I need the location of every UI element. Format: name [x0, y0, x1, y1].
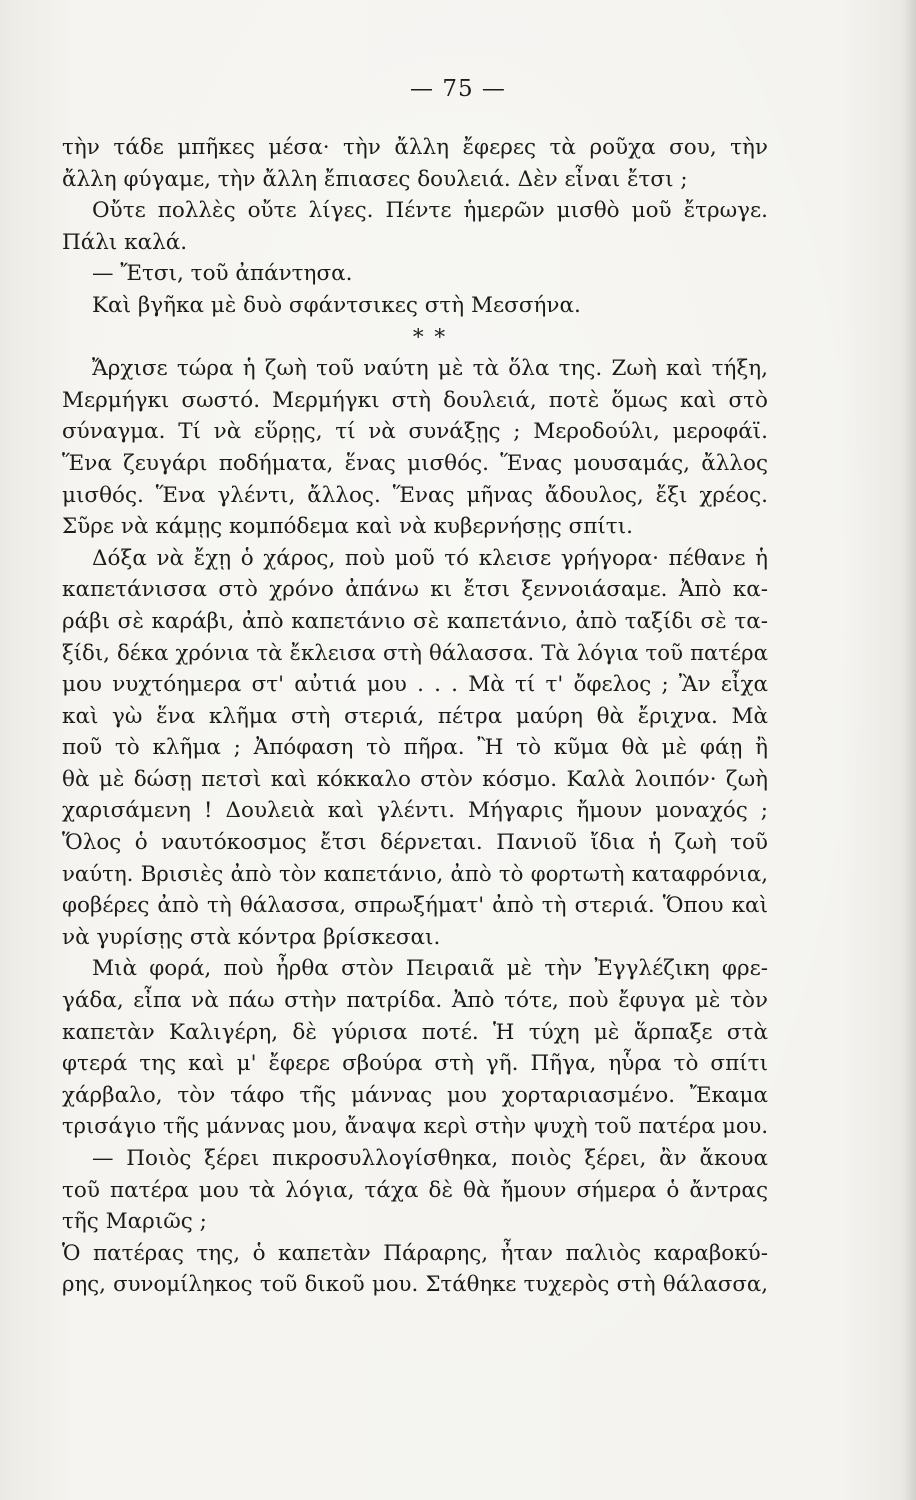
text-line: Σῦρε νὰ κάμῃς κομπόδεμα καὶ νὰ κυβερνήσῃς σπίτι.: [62, 514, 633, 540]
text-line: Ὁ πατέρας της, ὁ καπετὰν Πάραρης, ἦταν παλιὸς καραβοκύ-: [62, 1240, 768, 1266]
text-line: Οὔτε πολλὲς οὔτε λίγες. Πέντε ἡμερῶν μισθὸ μοῦ ἔτρωγε.: [92, 198, 768, 224]
text-line: ἄλλη φύγαμε, τὴν ἄλλη ἔπιασες δουλειά. Δὲν εἶναι ἔτσι ;: [62, 166, 688, 192]
text-line: καὶ γὼ ἕνα κλῆμα στὴ στεριά, πέτρα μαύρη θὰ ἔριχνα. Μὰ: [62, 703, 768, 729]
text-line: Μερμήγκι σωστό. Μερμήγκι στὴ δουλειά, ποτὲ ὅμως καὶ στὸ: [62, 387, 768, 413]
text-line: μισθός. Ἕνα γλέντι, ἄλλος. Ἕνας μῆνας ἄδουλος, ἔξι χρέος.: [62, 482, 768, 508]
text-line: θὰ μὲ δώσῃ πετσὶ καὶ κόκκαλο στὸν κόσμο. Καλὰ λοιπόν· ζωὴ: [62, 766, 768, 792]
text-line: τῆς Μαριῶς ;: [62, 1209, 207, 1235]
text-line: γάδα, εἶπα νὰ πάω στὴν πατρίδα. Ἀπὸ τότε, ποὺ ἔφυγα μὲ τὸν: [62, 988, 768, 1014]
text-line: φτερά της καὶ μ' ἔφερε σβούρα στὴ γῆ. Πῆγα, ηὗρα τὸ σπίτι: [62, 1051, 768, 1077]
text-line: χαρισάμενη ! Δουλειὰ καὶ γλέντι. Μήγαρις ἤμουν μοναχός ;: [62, 798, 768, 824]
page-edge-shadow: [902, 0, 916, 1500]
page-number: — 75 —: [410, 76, 506, 102]
text-line: τρισάγιο τῆς μάννας μου, ἄναψα κερὶ στὴν ψυχὴ τοῦ πατέρα μου.: [62, 1114, 768, 1139]
text-line: καπετάνισσα στὸ χρόνο ἀπάνω κι ἔτσι ξεννοιάσαμε. Ἀπὸ κα-: [62, 577, 768, 603]
text-line: — Ἔτσι, τοῦ ἀπάντησα.: [92, 261, 353, 287]
text-line: φοβέρες ἀπὸ τὴ θάλασσα, σπρωξήματ' ἀπὸ τὴ στεριά. Ὅπου καὶ: [62, 893, 768, 919]
text-line: ναύτη. Βρισιὲς ἀπὸ τὸν καπετάνιο, ἀπὸ τὸ φορτωτὴ καταφρόνια,: [62, 861, 768, 887]
text-line: χάρβαλο, τὸν τάφο τῆς μάννας μου χορταριασμένο. Ἔκαμα: [62, 1082, 768, 1108]
text-line: Ὅλος ὁ ναυτόκοσμος ἔτσι δέρνεται. Πανιοῦ ἴδια ἡ ζωὴ τοῦ: [62, 830, 768, 856]
text-line: τὴν τάδε μπῆκες μέσα· τὴν ἄλλη ἔφερες τὰ ροῦχα σου, τὴν: [62, 135, 768, 160]
text-line: ποῦ τὸ κλῆμα ; Ἀπόφαση τὸ πῆρα. Ἢ τὸ κῦμα θὰ μὲ φάῃ ἢ: [62, 735, 768, 761]
text-line: * *: [412, 324, 448, 350]
text-line: ράβι σὲ καράβι, ἀπὸ καπετάνιο σὲ καπετάνιο, ἀπὸ ταξίδι σὲ τα-: [62, 608, 768, 634]
text-line: Ἕνα ζευγάρι ποδήματα, ἕνας μισθός. Ἕνας μουσαμάς, ἄλλος: [62, 450, 768, 476]
text-line: ρης, συνομίληκος τοῦ δικοῦ μου. Στάθηκε τυχερὸς στὴ θάλασσα,: [62, 1272, 768, 1298]
body-text: [62, 132, 768, 1301]
text-line: Ἄρχισε τώρα ἡ ζωὴ τοῦ ναύτη μὲ τὰ ὅλα της. Ζωὴ καὶ τήξη,: [92, 356, 768, 382]
text-line: Καὶ βγῆκα μὲ δυὸ σφάντσικες στὴ Μεσσήνα.: [92, 292, 581, 318]
text-line: Μιὰ φορά, ποὺ ἦρθα στὸν Πειραιᾶ μὲ τὴν Ἐγγλέζικη φρε-: [92, 956, 768, 982]
text-line: σύναγμα. Τί νὰ εὕρῃς, τί νὰ συνάξῃς ; Μεροδούλι, μεροφάϊ.: [62, 419, 768, 445]
text-line: ξίδι, δέκα χρόνια τὰ ἔκλεισα στὴ θάλασσα. Τὰ λόγια τοῦ πατέρα: [62, 640, 768, 666]
text-line: μου νυχτόημερα στ' αὐτιά μου . . . Μὰ τί τ' ὄφελος ; Ἂν εἶχα: [62, 672, 768, 698]
text-line: — Ποιὸς ξέρει πικροσυλλογίσθηκα, ποιὸς ξέρει, ἂν ἄκουα: [92, 1146, 768, 1171]
text-line: νὰ γυρίσῃς στὰ κόντρα βρίσκεσαι.: [62, 924, 441, 950]
text-line: Δόξα νὰ ἔχῃ ὁ χάρος, ποὺ μοῦ τό κλεισε γρήγορα· πέθανε ἡ: [92, 545, 768, 571]
text-line: τοῦ πατέρα μου τὰ λόγια, τάχα δὲ θὰ ἤμουν σήμερα ὁ ἄντρας: [62, 1177, 768, 1203]
text-line: καπετὰν Καλιγέρη, δὲ γύρισα ποτέ. Ἡ τύχη μὲ ἅρπαξε στὰ: [62, 1019, 768, 1045]
text-line: Πάλι καλά.: [62, 229, 188, 255]
